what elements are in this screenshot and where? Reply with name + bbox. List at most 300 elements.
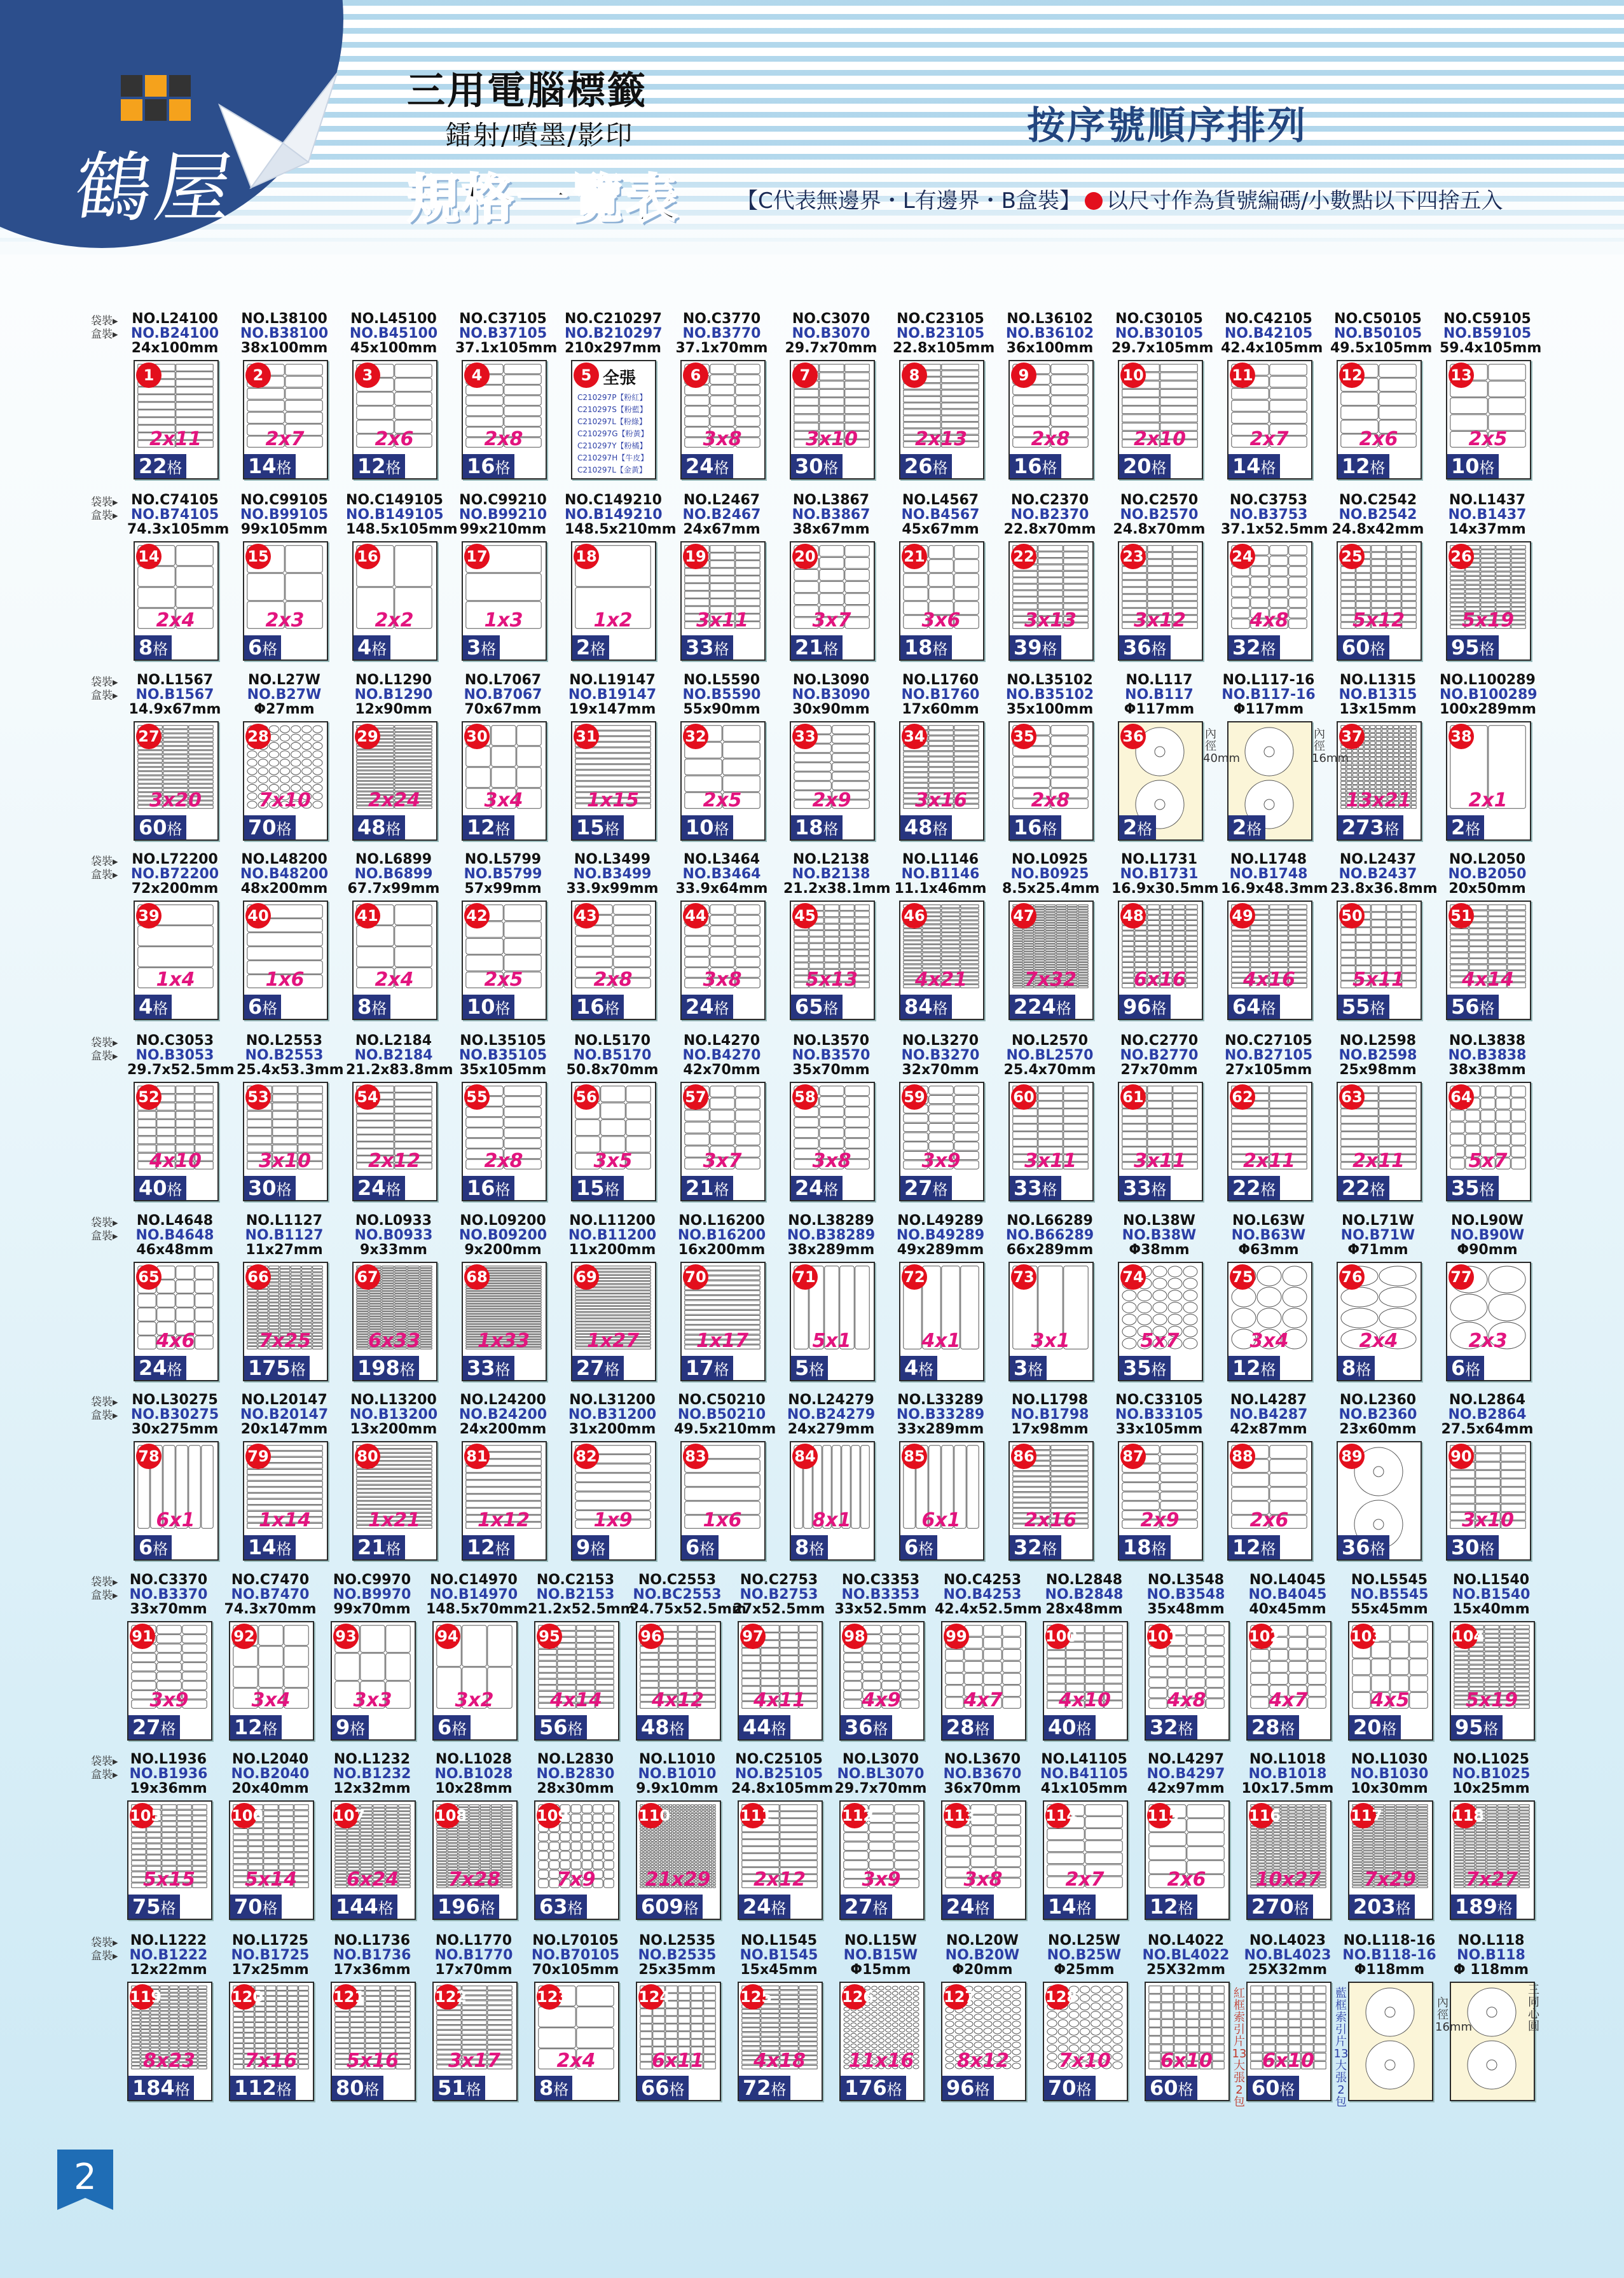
label-cell-shape: [395, 1281, 406, 1283]
label-item[interactable]: [1440, 852, 1535, 1024]
label-cell-shape: [1078, 934, 1089, 935]
label-item[interactable]: [1221, 1393, 1316, 1564]
label-item[interactable]: [630, 1572, 747, 1744]
label-item[interactable]: [1111, 673, 1207, 845]
label-cell-shape: [279, 1847, 293, 1852]
item-size: 148.5x105mm: [346, 521, 458, 537]
label-item[interactable]: [783, 852, 891, 1024]
label-item[interactable]: [1111, 1033, 1207, 1205]
label-cell-shape: [575, 947, 612, 956]
label-cell-shape: [408, 1320, 419, 1321]
label-cell-shape: [193, 1833, 207, 1837]
label-item[interactable]: [127, 673, 223, 845]
count-unit: 格: [399, 1361, 415, 1379]
label-cell-shape: [1206, 1646, 1224, 1656]
label-item[interactable]: [223, 1752, 318, 1924]
label-cell-shape: [1382, 733, 1387, 736]
label-cell-shape: [1515, 1665, 1529, 1668]
item-codes: [237, 852, 332, 896]
item-code-l: NO.L31200: [569, 1392, 656, 1408]
label-item[interactable]: [893, 1033, 988, 1205]
label-item[interactable]: [237, 312, 332, 483]
label-item[interactable]: [1111, 311, 1214, 483]
label-cell-shape: [269, 1296, 279, 1299]
item-code-l: NO.C7470: [231, 1572, 310, 1588]
label-cell-shape: [280, 726, 289, 733]
label-item[interactable]: [893, 1393, 988, 1564]
label-cell-shape: [1382, 738, 1387, 741]
label-item[interactable]: [833, 1573, 928, 1744]
item-codes: [1440, 852, 1535, 896]
label-cell-shape: [408, 1307, 419, 1308]
label-item[interactable]: [237, 673, 332, 845]
label-cell-shape: [678, 1660, 696, 1666]
label-item[interactable]: [346, 1213, 441, 1385]
item-number-badge: 30: [464, 724, 490, 749]
label-preview: [1446, 360, 1531, 480]
label-item[interactable]: [455, 311, 558, 483]
label-item[interactable]: [237, 1213, 332, 1385]
label-cell-shape: [382, 1307, 394, 1308]
label-count: [463, 815, 514, 839]
label-item[interactable]: [674, 673, 769, 845]
label-cell-shape: [273, 1111, 297, 1119]
label-cell-shape: [357, 1493, 432, 1496]
item-codes: [1111, 493, 1207, 537]
item-code-l: NO.L4045: [1249, 1572, 1326, 1588]
label-item[interactable]: [1440, 493, 1535, 665]
label-cell-shape: [302, 1303, 312, 1306]
label-item[interactable]: [1138, 1573, 1234, 1744]
label-cell-shape: [1206, 1667, 1224, 1677]
label-cell-shape: [825, 924, 839, 930]
label-item[interactable]: [1002, 1213, 1098, 1385]
label-item[interactable]: [1330, 1393, 1426, 1564]
label-item[interactable]: [1330, 852, 1438, 1024]
label-item[interactable]: [237, 1393, 332, 1564]
label-cell-shape: [1501, 1479, 1525, 1487]
layout-text: 2x11: [1243, 1150, 1295, 1172]
label-cell-shape: [1356, 581, 1370, 586]
label-item[interactable]: [1330, 1213, 1426, 1385]
label-cell-shape: [840, 950, 854, 956]
label-item[interactable]: [731, 1573, 827, 1744]
label-cell-shape: [369, 1302, 381, 1303]
label-item[interactable]: [237, 1033, 344, 1205]
item-codes: [127, 1033, 235, 1078]
label-cell-shape: [1511, 1110, 1525, 1121]
item-codes: [1440, 311, 1542, 356]
label-cell-shape: [291, 1293, 301, 1295]
item-codes: [731, 1573, 827, 1617]
legend-note-b: 以尺寸作為貨號編碼/小數點以下四捨五入: [1106, 188, 1503, 214]
label-cell-shape: [942, 913, 960, 916]
label-item[interactable]: [1002, 493, 1098, 665]
item-code-b: NO.B3867: [792, 507, 870, 523]
label-cell-shape: [1382, 770, 1387, 773]
label-item[interactable]: [783, 1213, 879, 1385]
label-cell-shape: [614, 947, 650, 956]
item-code-l: NO.C2753: [740, 1572, 818, 1588]
label-item[interactable]: [893, 311, 995, 483]
label-cell-shape: [302, 742, 312, 749]
label-cell-shape: [1481, 1122, 1495, 1133]
count-number: 16: [576, 995, 605, 1019]
label-cell-shape: [736, 406, 760, 416]
label-item[interactable]: [893, 1213, 988, 1385]
label-cell-shape: [736, 1134, 760, 1145]
label-cell-shape: [408, 1289, 419, 1290]
label-cell-shape: [395, 1307, 406, 1308]
label-item[interactable]: [1002, 1033, 1098, 1205]
count-number: 33: [1014, 1176, 1042, 1200]
label-item[interactable]: [127, 312, 223, 483]
label-cell-shape: [247, 1475, 322, 1481]
label-cell-shape: [1051, 1467, 1088, 1471]
label-cell-shape: [1135, 936, 1146, 941]
label-cell-shape: [1508, 923, 1525, 928]
label-item[interactable]: [455, 1033, 551, 1205]
label-cell-shape: [294, 1859, 308, 1864]
item-codes: [1002, 852, 1098, 896]
label-item[interactable]: [1342, 1573, 1437, 1744]
label-cell-shape: [1365, 750, 1370, 753]
label-cell-shape: [395, 1297, 406, 1298]
label-cell-shape: [780, 1648, 798, 1655]
label-cell-shape: [1469, 1674, 1483, 1677]
label-cell-shape: [357, 1307, 368, 1308]
label-item[interactable]: [1440, 1033, 1535, 1205]
label-item[interactable]: [674, 852, 769, 1024]
label-item[interactable]: [565, 1213, 660, 1385]
label-cell-shape: [577, 1638, 595, 1643]
label-cell-shape: [1388, 773, 1393, 777]
label-cell-shape: [504, 1117, 541, 1127]
count-number: 18: [1123, 1535, 1152, 1559]
label-cell-shape: [313, 1306, 323, 1309]
label-cell-shape: [780, 1679, 798, 1685]
item-codes: [565, 673, 660, 717]
label-count: [1119, 815, 1156, 839]
item-code-l: NO.L35102: [1007, 672, 1093, 688]
label-item[interactable]: [1330, 1033, 1426, 1205]
label-item[interactable]: [455, 1393, 551, 1564]
label-item[interactable]: [127, 1213, 223, 1385]
label-item[interactable]: [783, 1033, 879, 1205]
label-cell-shape: [1376, 770, 1381, 773]
label-preview: [1337, 360, 1422, 480]
title-line-1: 三用電腦標籤: [407, 69, 647, 113]
label-item[interactable]: [565, 311, 663, 483]
label-cell-shape: [1232, 1488, 1269, 1500]
label-item[interactable]: [223, 1573, 318, 1744]
label-item[interactable]: [1440, 1393, 1535, 1564]
label-cell-shape: [157, 1672, 181, 1680]
label-cell-shape: [138, 588, 175, 607]
label-item[interactable]: [783, 312, 879, 483]
label-item[interactable]: [1440, 311, 1542, 483]
count-number: 2: [1232, 815, 1247, 839]
label-item[interactable]: [783, 493, 879, 665]
item-codes: [1111, 852, 1219, 897]
label-cell-shape: [284, 1626, 308, 1645]
label-cell-shape: [189, 776, 213, 779]
label-cell-shape: [1372, 905, 1386, 911]
label-cell-shape: [1173, 560, 1197, 565]
label-cell-shape: [176, 1294, 194, 1307]
label-item[interactable]: [237, 493, 332, 665]
label-cell-shape: [1341, 943, 1355, 949]
label-cell-shape: [382, 1289, 394, 1290]
label-cell-shape: [163, 750, 188, 754]
label-preview: [352, 360, 437, 480]
label-item[interactable]: [127, 1033, 235, 1205]
label-cell-shape: [395, 754, 432, 756]
item-size: 13x200mm: [350, 1421, 437, 1437]
label-cell-shape: [369, 1325, 381, 1326]
label-item[interactable]: [346, 852, 441, 1024]
label-item[interactable]: [1111, 493, 1207, 665]
item-code-l: NO.C2553: [638, 1572, 717, 1588]
label-cell-shape: [577, 1631, 595, 1636]
count-number: 36: [1123, 635, 1152, 659]
label-cell-shape: [1289, 936, 1307, 941]
label-cell-shape: [1056, 915, 1066, 917]
label-cell-shape: [1173, 581, 1197, 586]
label-preview: [127, 1800, 212, 1920]
label-cell-shape: [1508, 947, 1525, 952]
label-item[interactable]: [674, 493, 769, 665]
label-item[interactable]: [565, 1393, 660, 1564]
label-cell-shape: [420, 1304, 432, 1306]
label-item[interactable]: [674, 1033, 769, 1205]
count-unit: 格: [1479, 1000, 1495, 1018]
label-cell-shape: [193, 1805, 207, 1809]
label-item[interactable]: [565, 492, 677, 665]
label-cell-shape: [1476, 1470, 1500, 1478]
label-cell-shape: [298, 1103, 322, 1110]
item-size: 17x98mm: [1011, 1421, 1089, 1437]
label-cell-shape: [395, 546, 432, 586]
label-preview: [462, 360, 547, 480]
label-cell-shape: [466, 417, 503, 426]
label-item[interactable]: [237, 852, 332, 1024]
label-count: [1010, 635, 1061, 659]
label-cell-shape: [1496, 598, 1510, 602]
label-cell-shape: [1405, 773, 1410, 777]
label-item[interactable]: [346, 492, 458, 665]
label-item[interactable]: [324, 1752, 420, 1924]
item-codes: [674, 1033, 769, 1077]
label-item[interactable]: [1443, 1573, 1539, 1744]
label-item[interactable]: [324, 1573, 420, 1744]
label-item[interactable]: [528, 1572, 635, 1744]
label-cell-shape: [844, 1672, 862, 1680]
label-cell-shape: [1500, 1643, 1514, 1646]
label-cell-shape: [1501, 1470, 1525, 1478]
label-item[interactable]: [1002, 312, 1098, 483]
label-cell-shape: [1078, 928, 1089, 930]
label-cell-shape: [698, 1653, 715, 1659]
label-count: [791, 1356, 828, 1380]
label-item[interactable]: [783, 1393, 879, 1564]
label-item[interactable]: [127, 1393, 223, 1564]
label-item[interactable]: [1221, 1033, 1316, 1205]
label-cell-shape: [794, 1117, 818, 1127]
label-cell-shape: [147, 1861, 161, 1865]
label-item[interactable]: [1221, 311, 1323, 483]
item-number-badge: 32: [683, 724, 708, 749]
item-code-l: NO.L2553: [245, 1033, 323, 1049]
label-cell-shape: [1365, 738, 1370, 741]
label-cell-shape: [1045, 960, 1056, 962]
label-item[interactable]: [674, 1392, 776, 1564]
label-cell-shape: [1372, 546, 1386, 551]
sort-note: 按序號順序排列: [1027, 104, 1307, 148]
layout-text: 1x3: [484, 609, 523, 632]
label-cell-shape: [1341, 574, 1355, 579]
label-item[interactable]: [565, 1033, 660, 1205]
label-cell-shape: [138, 784, 162, 787]
label-item[interactable]: [674, 312, 769, 483]
count-number: 30: [795, 454, 823, 478]
label-item[interactable]: [121, 1573, 216, 1744]
label-item[interactable]: [674, 1213, 769, 1385]
label-cell-shape: [132, 1662, 156, 1671]
label-cell-shape: [1232, 1132, 1269, 1138]
label-item[interactable]: [565, 673, 660, 845]
label-item[interactable]: [893, 852, 988, 1024]
label-cell-shape: [923, 929, 940, 932]
label-item[interactable]: [1036, 1573, 1132, 1744]
label-item[interactable]: [121, 1752, 216, 1924]
label-cell-shape: [420, 1294, 432, 1295]
label-item[interactable]: [1111, 1393, 1207, 1564]
label-count: [135, 995, 172, 1019]
label-item[interactable]: [455, 493, 551, 665]
label-cell-shape: [298, 1094, 322, 1102]
label-item[interactable]: [1240, 1573, 1335, 1744]
label-cell-shape: [1232, 1124, 1269, 1131]
label-item[interactable]: [565, 852, 660, 1024]
label-item[interactable]: [127, 492, 230, 665]
label-item[interactable]: [1221, 1213, 1316, 1385]
count-unit: 格: [385, 459, 401, 477]
item-codes: [1221, 311, 1323, 356]
label-cell-shape: [1038, 1140, 1063, 1146]
count-unit: 格: [1260, 1540, 1276, 1558]
label-item[interactable]: [1111, 852, 1219, 1024]
label-cell-shape: [291, 1320, 301, 1322]
label-cell-shape: [132, 1672, 156, 1680]
item-code-l: NO.L24200: [460, 1392, 546, 1408]
label-cell-shape: [247, 1111, 272, 1119]
label-item[interactable]: [455, 852, 551, 1024]
label-cell-shape: [1232, 931, 1249, 935]
label-cell-shape: [1388, 766, 1393, 769]
label-item[interactable]: [893, 673, 988, 845]
label-item[interactable]: [127, 852, 223, 1024]
label-item[interactable]: [1330, 493, 1426, 665]
label-item[interactable]: [1111, 1213, 1207, 1385]
label-cell-shape: [1481, 581, 1495, 584]
label-cell-shape: [1183, 1302, 1197, 1313]
layout-text: 5x11: [1352, 969, 1405, 991]
item-code-b: NO.B1936: [129, 1766, 208, 1782]
label-cell-shape: [1051, 396, 1088, 405]
label-cell-shape: [1382, 785, 1387, 789]
label-cell-shape: [280, 1280, 290, 1282]
label-cell-shape: [1104, 1659, 1122, 1667]
label-preview: [229, 1800, 314, 1920]
label-count: [1248, 1715, 1299, 1739]
label-item[interactable]: [455, 673, 551, 845]
item-number-badge: 68: [464, 1264, 490, 1290]
label-cell-shape: [189, 750, 213, 754]
label-cell-shape: [1003, 1673, 1021, 1684]
label-count: [1338, 1535, 1389, 1559]
label-cell-shape: [176, 1280, 194, 1293]
label-item[interactable]: [346, 1393, 441, 1564]
label-item[interactable]: [1440, 1213, 1535, 1385]
label-cell-shape: [1370, 729, 1375, 733]
label-cell-shape: [280, 1296, 290, 1299]
count-number: 10: [467, 995, 495, 1019]
label-preview: [790, 541, 875, 661]
label-item[interactable]: [346, 673, 441, 845]
label-item[interactable]: [783, 673, 879, 845]
label-item[interactable]: [426, 1572, 528, 1744]
count-unit: 格: [604, 1000, 620, 1018]
label-cell-shape: [820, 406, 844, 414]
label-cell-shape: [1388, 726, 1393, 729]
label-cell-shape: [794, 782, 831, 790]
label-cell-shape: [492, 768, 516, 787]
label-item[interactable]: [346, 1033, 453, 1205]
count-unit: 格: [350, 1720, 366, 1738]
item-code-b: NO.B3353: [841, 1587, 920, 1603]
label-item[interactable]: [346, 312, 441, 483]
layout-text: 2x6: [1359, 428, 1398, 450]
label-item[interactable]: [893, 493, 988, 665]
label-item[interactable]: [1002, 673, 1098, 845]
label-item[interactable]: [1002, 1393, 1098, 1564]
label-item[interactable]: [455, 1213, 551, 1385]
label-cell-shape: [698, 1660, 715, 1666]
item-size: 99x70mm: [333, 1601, 411, 1617]
label-item[interactable]: [935, 1572, 1042, 1744]
label-item[interactable]: [1440, 672, 1538, 845]
label-item[interactable]: [1221, 492, 1328, 665]
item-size: 66x289mm: [1006, 1242, 1094, 1258]
label-cell-shape: [1341, 602, 1355, 607]
label-item[interactable]: [1330, 311, 1433, 483]
label-item[interactable]: [1221, 852, 1328, 1024]
label-cell-shape: [504, 1107, 541, 1117]
layout-text: 1x27: [587, 1330, 639, 1352]
item-number-badge: 81: [464, 1444, 490, 1469]
count-number: 21: [795, 635, 823, 659]
label-cell-shape: [258, 1327, 268, 1329]
label-cell-shape: [845, 364, 869, 372]
label-cell-shape: [1515, 1630, 1529, 1633]
label-cell-shape: [259, 1646, 283, 1666]
label-item[interactable]: [1002, 852, 1098, 1024]
item-number-badge: 41: [355, 903, 380, 928]
label-cell-shape: [1341, 1124, 1378, 1131]
item-codes: [1221, 1393, 1316, 1437]
count-number: 8: [795, 1535, 809, 1559]
